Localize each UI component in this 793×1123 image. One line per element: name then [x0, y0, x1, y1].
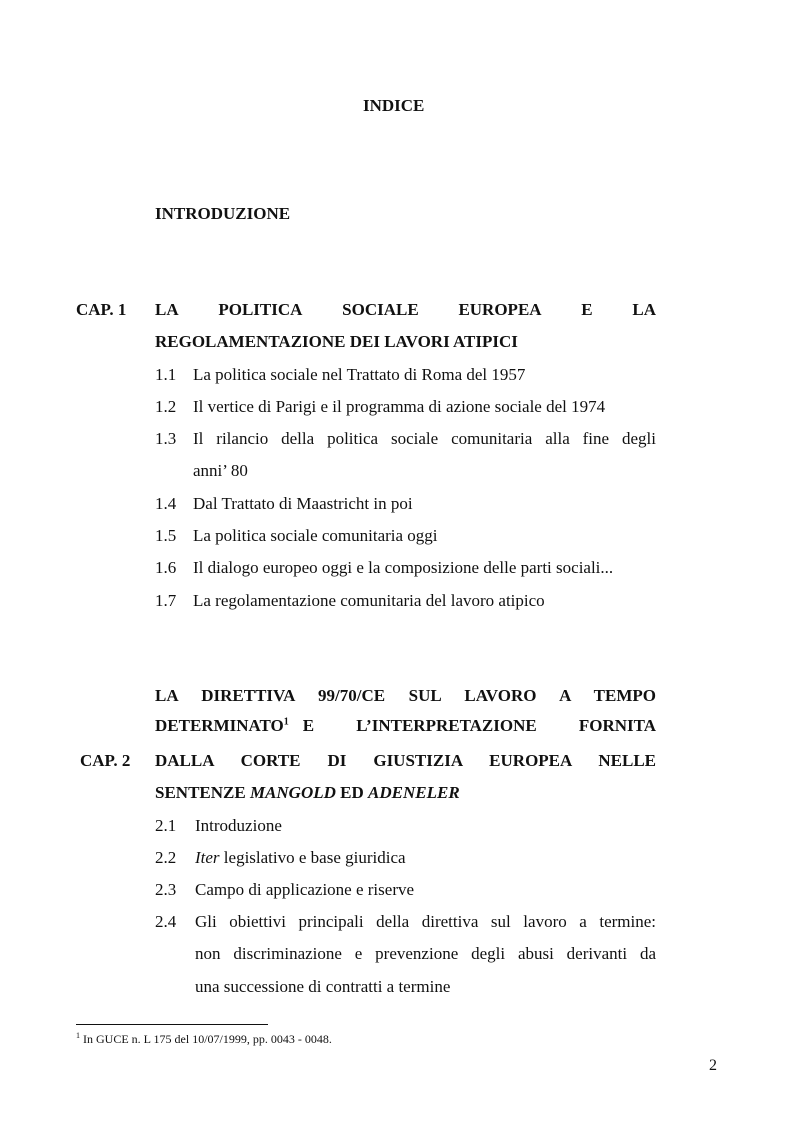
toc-item-text: Introduzione	[195, 816, 282, 835]
toc-item-text: Il dialogo europeo oggi e la composizione delle parti sociali...	[193, 558, 614, 577]
chapter1-title-line1	[155, 300, 656, 320]
toc-item-text: Gli obiettivi principali della direttiva sul lavoro a termine:	[195, 912, 656, 931]
toc-item-number: 1.6	[155, 558, 177, 577]
toc-item-number: 1.4	[155, 494, 177, 513]
chapter1-title-line2: REGOLAMENTAZIONE DEI LAVORI ATIPICI	[155, 332, 518, 351]
footnote	[76, 1031, 332, 1047]
toc-item-number: 1.7	[155, 591, 177, 610]
page-title: INDICE	[363, 96, 425, 115]
chapter2-title-line1: LA DIRETTIVA 99/70/CE SUL LAVORO A TEMPO	[155, 686, 656, 705]
toc-item-italic: Iter	[195, 848, 220, 867]
toc-item-number: 2.2	[155, 848, 177, 867]
toc-item-text	[193, 429, 656, 449]
toc-item-rest: legislativo e base giuridica	[219, 848, 406, 867]
toc-item-number: 2.3	[155, 880, 177, 899]
page-number: 2	[709, 1057, 717, 1074]
footnote-marker: 1	[76, 1031, 80, 1040]
toc-item-text: Campo di applicazione e riserve	[195, 880, 415, 899]
toc-item-number: 1.5	[155, 526, 177, 545]
chapter2-title-line4	[155, 783, 460, 803]
toc-item-text	[195, 848, 406, 868]
footnote-text: In GUCE n. L 175 del 10/07/1999, pp. 0043 - 0048.	[80, 1032, 332, 1046]
chapter2-title-line3: DALLA CORTE DI GIUSTIZIA EUROPEA NELLE	[155, 751, 656, 770]
introduction-heading: INTRODUZIONE	[155, 204, 291, 223]
title-text: SENTENZE	[155, 783, 250, 802]
toc-item-text: La politica sociale nel Trattato di Roma del 1957	[193, 365, 526, 384]
toc-item-number: 1.3	[155, 429, 177, 448]
chapter2-title-line2	[155, 716, 656, 736]
chapter1-title-word: EUROPEA	[458, 300, 542, 319]
toc-item-text-justified: Il rilancio della politica sociale comunitaria alla fine degli	[193, 429, 656, 448]
chapter2-label: CAP. 2	[80, 751, 131, 770]
chapter1-title-word: LA	[155, 300, 179, 319]
toc-item-text: La politica sociale comunitaria oggi	[193, 526, 438, 545]
chapter1-title-word: E	[581, 300, 593, 319]
chapter1-title-word: LA	[632, 300, 656, 319]
footnote-divider	[76, 1024, 268, 1025]
toc-item-text-continuation: anni’ 80	[193, 461, 248, 480]
title-text: ED	[335, 783, 369, 802]
chapter1-title-word: POLITICA	[218, 300, 303, 319]
toc-item-text: Il vertice di Parigi e il programma di azione sociale del 1974	[193, 397, 606, 416]
footnote-reference: 1	[283, 716, 289, 728]
toc-item-text-continuation: non discriminazione e prevenzione degli abusi derivanti da	[195, 944, 656, 963]
chapter1-title-word: SOCIALE	[342, 300, 419, 319]
chapter1-label: CAP. 1	[76, 300, 127, 319]
toc-item-number: 1.1	[155, 365, 177, 384]
chapter2-title-line2-end: E L’INTERPRETAZIONE FORNITA	[302, 716, 656, 735]
toc-item-text: La regolamentazione comunitaria del lavoro atipico	[193, 591, 545, 610]
toc-item-number: 2.1	[155, 816, 177, 835]
chapter2-title-line2-start: DETERMINATO$^1$	[155, 716, 289, 735]
toc-item-text: Dal Trattato di Maastricht in poi	[193, 494, 413, 513]
title-italic: MANGOLD	[249, 783, 336, 802]
toc-item-number: 2.4	[155, 912, 177, 931]
title-italic: ADENELER	[368, 783, 460, 802]
toc-item-number: 1.2	[155, 397, 177, 416]
toc-item-text-continuation: una successione di contratti a termine	[195, 977, 451, 996]
